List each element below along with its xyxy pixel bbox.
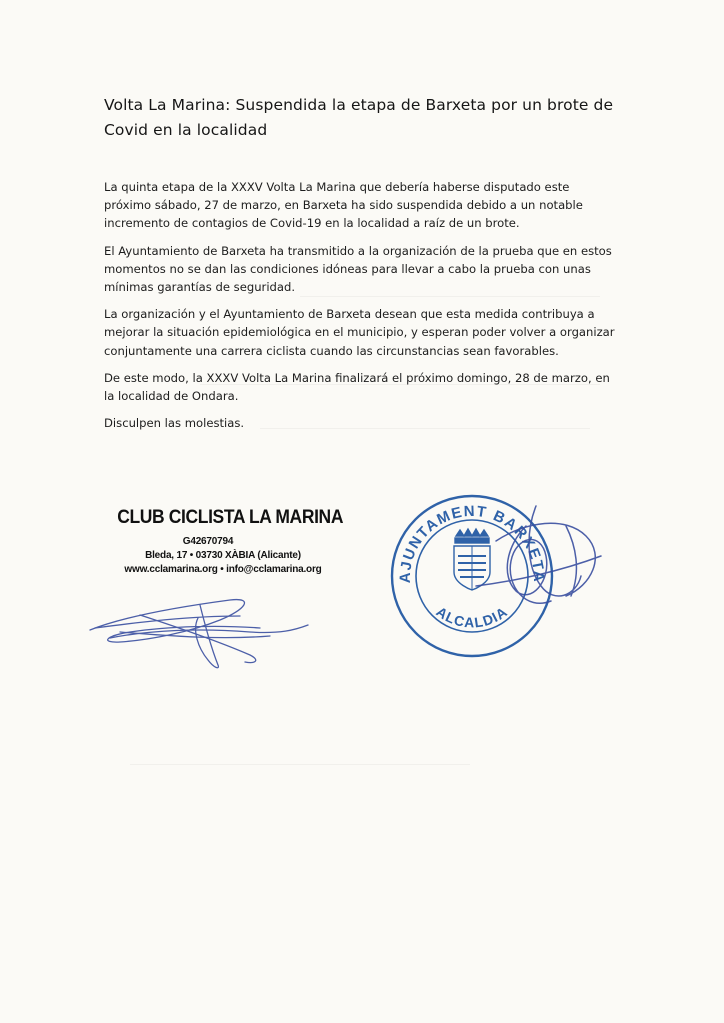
club-name: CLUB CICLISTA LA MARINA	[117, 507, 344, 528]
paragraph: Disculpen las molestias.	[104, 416, 245, 431]
club-contact: www.cclamarina.org • info@cclamarina.org	[124, 564, 322, 575]
club-cif: G42670794	[182, 536, 234, 547]
club-address: Bleda, 17 • 03730 XÀBIA (Alicante)	[145, 550, 301, 561]
paragraph: De este modo, la XXXV Volta La Marina finalizará el próximo domingo, 28 de marzo, en la localidad de Ondara.	[104, 370, 610, 404]
bleed-through-line	[130, 764, 470, 765]
paragraph: La quinta etapa de la XXXV Volta La Marina que debería haberse disputado este próximo sábado, 27 de marzo, en Barxeta ha sido suspendida debido a un notable incremento de contagios de Covid-19 en la localidad a raíz de un brote.	[104, 180, 583, 231]
svg-text:ALCALDIA	[433, 603, 510, 630]
paragraph: La organización y el Ayuntamiento de Barxeta desean que esta medida contribuya a mejorar la situación epidemiológica en el municipio, y esperan poder volver a organizar conjuntamente una carrera ciclista cuando las circunstancias sean favorables.	[104, 307, 615, 358]
document-title: Volta La Marina: Suspendida la etapa de Barxeta por un brote de Covid en la localidad	[104, 96, 614, 139]
club-stamp	[108, 507, 344, 577]
seal-ajuntament-barxeta	[376, 486, 626, 661]
seal-top-text: AJUNTAMENT BARXETA	[396, 502, 548, 584]
paragraph: El Ayuntamiento de Barxeta ha transmitido a la organización de la prueba que en estos momentos no se dan las condiciones idóneas para llevar a cabo la prueba con unas mínimas garantías de seguridad.	[104, 243, 612, 295]
document-body	[104, 178, 619, 441]
seal-bottom-text: ALCALDIA	[433, 603, 511, 631]
coat-of-arms-icon	[454, 529, 490, 590]
signature-left	[80, 570, 320, 680]
